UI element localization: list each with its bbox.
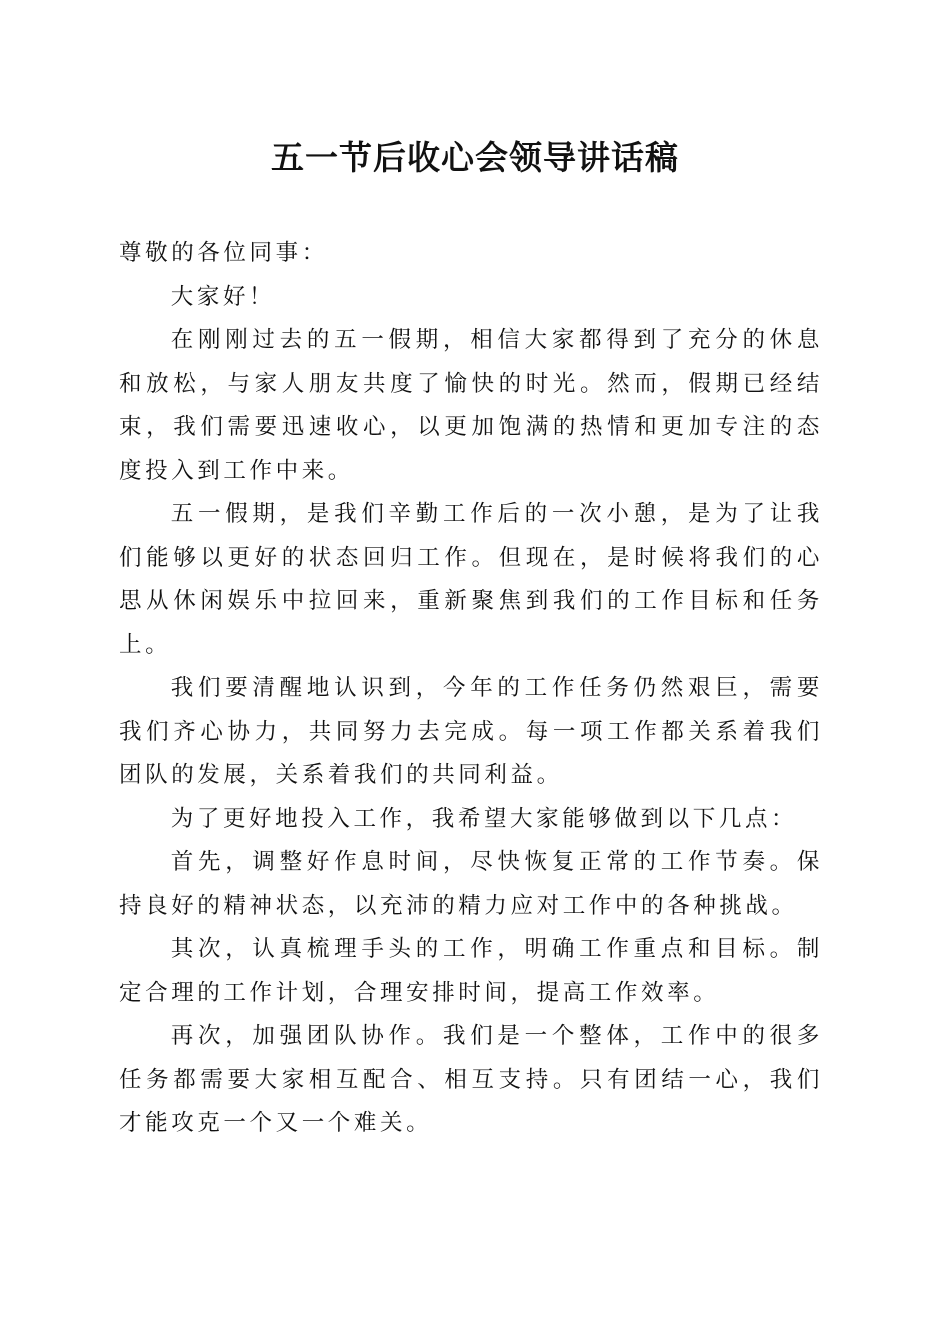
paragraph: 我们要清醒地认识到，今年的工作任务仍然艰巨，需要我们齐心协力，共同努力去完成。每一项工作都关系着我们团队的发展，关系着我们的共同利益。 — [119, 675, 823, 788]
paragraph: 五一假期，是我们辛勤工作后的一次小憩，是为了让我们能够以更好的状态回归工作。但现在，是时候将我们的心思从休闲娱乐中拉回来，重新聚焦到我们的工作目标和任务上。 — [119, 501, 823, 658]
document-body — [119, 232, 823, 1146]
paragraph: 其次，认真梳理手头的工作，明确工作重点和目标。制定合理的工作计划，合理安排时间，提高工作效率。 — [119, 936, 823, 1006]
document-title: 五一节后收心会领导讲话稿 — [271, 138, 679, 177]
paragraph-greeting: 大家好！ — [170, 283, 276, 310]
paragraph: 为了更好地投入工作，我希望大家能够做到以下几点： — [170, 805, 798, 832]
salutation: 尊敬的各位同事： — [119, 240, 328, 266]
paragraph: 首先，调整好作息时间，尽快恢复正常的工作节奏。保持良好的精神状态，以充沛的精力应对工作中的各种挑战。 — [119, 849, 823, 919]
paragraph: 在刚刚过去的五一假期，相信大家都得到了充分的休息和放松，与家人朋友共度了愉快的时光。然而，假期已经结束，我们需要迅速收心，以更加饱满的热情和更加专注的态度投入到工作中来。 — [119, 327, 823, 484]
paragraph: 再次，加强团队协作。我们是一个整体，工作中的很多任务都需要大家相互配合、相互支持。只有团结一心，我们才能攻克一个又一个难关。 — [119, 1023, 823, 1136]
